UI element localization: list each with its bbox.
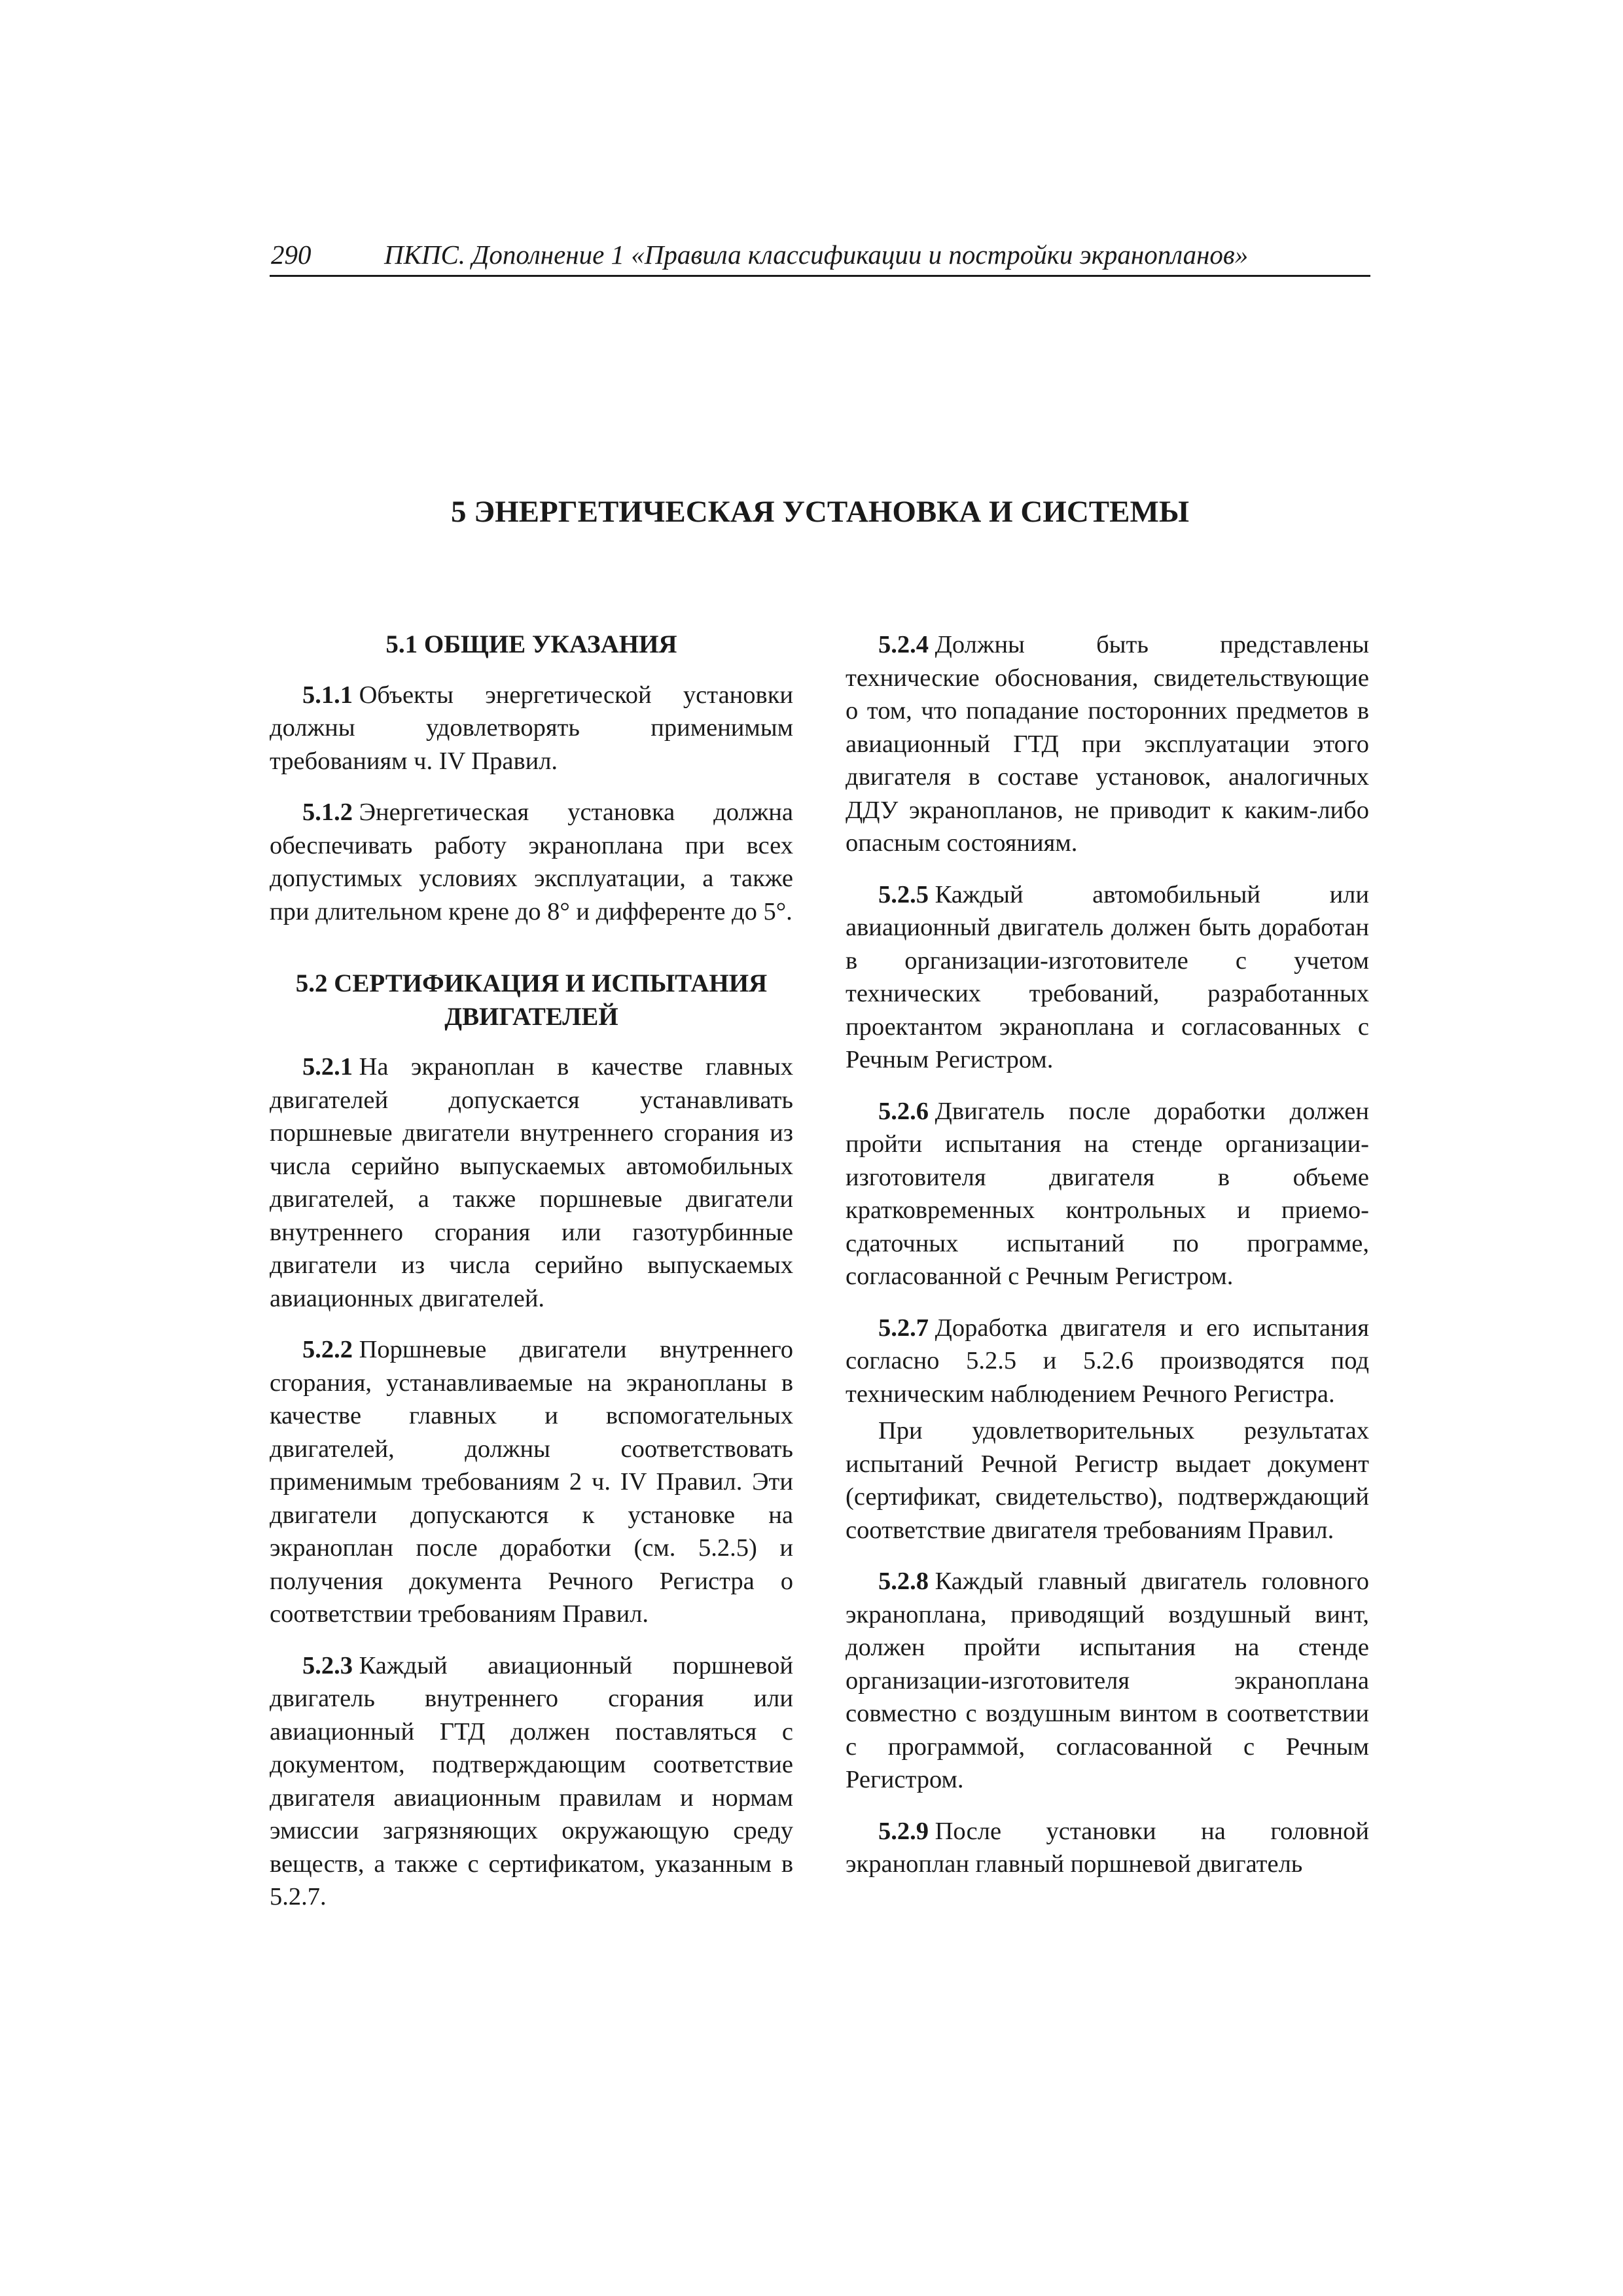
paragraph-5-2-2: [270, 1333, 793, 1631]
section-heading-5-1: 5.1 ОБЩИЕ УКАЗАНИЯ: [385, 630, 677, 658]
paragraph-5-2-7: [846, 1312, 1369, 1411]
paragraph-number: 5.1.1: [302, 681, 353, 709]
paragraph-text: После установки на головной экраноплан главный поршневой двигатель: [846, 1817, 1369, 1878]
paragraph-number: 5.2.5: [878, 880, 929, 908]
paragraph-5-2-7-continued: [846, 1414, 1369, 1547]
left-column: [270, 628, 793, 1932]
paragraph-text: Каждый главный двигатель головного экраноплана, приводящий воздушный винт, должен пройти испытания на стенде организации-изготовителя экраноплана совместно с воздушным винтом в соответствии с программой, согласованной с Речным Регистром.: [846, 1568, 1369, 1793]
paragraph-text: На экраноплан в качестве главных двигателей допускается устанавливать поршневые двигатели внутреннего сгорания из числа серийно выпускаемых автомобильных двигателей, а также поршневые двигатели внутреннего сгорания или газотурбинные двигатели из числа серийно выпускаемых авиационных двигателей.: [270, 1053, 793, 1312]
paragraph-text: Поршневые двигатели внутреннего сгорания, устанавливаемые на экранопланы в качестве главных и вспомогательных двигателей, должны соответствовать применимым требованиям 2 ч. IV Правил. Эти двигатели допускаются к установке на экраноплан после доработки (см. 5.2.5) и получения документа Речного Регистра о соответствии требованиям Правил.: [270, 1336, 793, 1628]
running-header: [270, 234, 1370, 277]
paragraph-number: 5.2.4: [878, 631, 929, 658]
section-heading-5-2: [270, 967, 793, 1033]
chapter-title: 5 ЭНЕРГЕТИЧЕСКАЯ УСТАНОВКА И СИСТЕМЫ: [451, 495, 1189, 529]
paragraph-text: Каждый автомобильный или авиационный двигатель должен быть доработан в организации-изготовителе с учетом технических требований, разработанных проектантом экраноплана и согласованных с Речным Регистром.: [846, 880, 1369, 1073]
paragraph-5-2-1: [270, 1050, 793, 1315]
paragraph-5-2-3: [270, 1649, 793, 1914]
paragraph-text: Каждый авиационный поршневой двигатель внутреннего сгорания или авиационный ГТД должен поставляться с документом, подтверждающим соответствие двигателя авиационным правилам и нормам эмиссии загрязняющих окружающую среду веществ, а также с сертификатом, указанным в 5.2.7.: [270, 1651, 793, 1910]
paragraph-text: Доработка двигателя и его испытания согласно 5.2.5 и 5.2.6 производятся под техническим наблюдением Речного Регистра.: [846, 1314, 1369, 1408]
paragraph-number: 5.2.2: [302, 1336, 353, 1363]
paragraph-text: Должны быть представлены технические обоснования, свидетельствующие о том, что попадание посторонних предметов в авиационный ГТД при эксплуатации этого двигателя в составе установок, аналогичных ДДУ экранопланов, не приводит к каким-либо опасным состояниям.: [846, 631, 1369, 857]
page-number: 290: [271, 240, 312, 270]
paragraph-5-2-5: [846, 878, 1369, 1077]
paragraph-number: 5.1.2: [302, 798, 353, 826]
paragraph-number: 5.2.8: [878, 1568, 929, 1595]
paragraph-number: 5.2.1: [302, 1053, 353, 1081]
section-heading-line: 5.2 СЕРТИФИКАЦИЯ И ИСПЫТАНИЯ: [295, 969, 768, 997]
paragraph-number: 5.2.3: [302, 1651, 353, 1679]
paragraph-5-2-6: [846, 1095, 1369, 1293]
paragraph-number: 5.2.7: [878, 1314, 929, 1342]
paragraph-5-1-2: [270, 796, 793, 928]
paragraph-5-1-1: [270, 679, 793, 778]
paragraph-5-2-4: [846, 628, 1369, 860]
paragraph-text: Объекты энергетической установки должны удовлетворять применимым требованиям ч. IV Правил.: [270, 681, 793, 775]
paragraph-text: Энергетическая установка должна обеспечивать работу экраноплана при всех допустимых условиях эксплуатации, а также при длительном крене до 8° и дифференте до 5°.: [270, 798, 793, 925]
section-heading-line: ДВИГАТЕЛЕЙ: [444, 1002, 618, 1031]
right-column: [846, 628, 1369, 1899]
paragraph-5-2-8: [846, 1565, 1369, 1797]
paragraph-text: При удовлетворительных результатах испытаний Речной Регистр выдает документ (сертификат, свидетельство), подтверждающий соответствие двигателя требованиям Правил.: [846, 1417, 1369, 1544]
paragraph-5-2-9: [846, 1815, 1369, 1881]
header-title: ПКПС. Дополнение 1 «Правила классификации и постройки экранопланов»: [384, 240, 1249, 270]
paragraph-text: Двигатель после доработки должен пройти испытания на стенде организации-изготовителя двигателя в объеме кратковременных контрольных и приемо-сдаточных испытаний по программе, согласованной с Речным Регистром.: [846, 1097, 1369, 1290]
paragraph-number: 5.2.9: [878, 1817, 929, 1845]
paragraph-number: 5.2.6: [878, 1097, 929, 1125]
